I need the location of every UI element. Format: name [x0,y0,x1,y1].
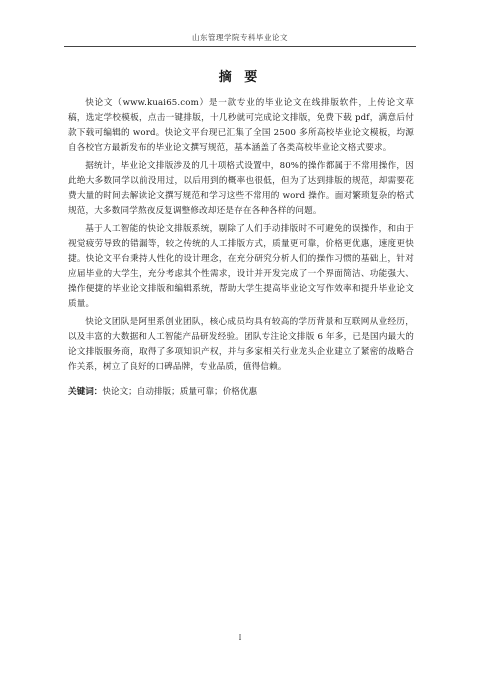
keywords-line [68,385,414,400]
abstract-body [68,96,414,400]
running-header: 山东管理学院专科毕业论文 [64,32,416,47]
abstract-paragraph-4: 快论文团队是阿里系创业团队，核心成员均具有较高的学历背景和互联网从业经历，以及丰富的大数据和人工智能产品研发经验。团队专注论文排版 6 年多，已是国内最大的论文排版服务商，取得了多项知识产权，并与多家相关行业龙头企业建立了紧密的战略合作关系，树立了良好的口碑品牌，专业品质，值得信赖。 [68,317,414,372]
abstract-paragraph-2: 据统计，毕业论文排版涉及的几十项格式设置中，80%的操作都属于不常用操作，因此绝大多数同学以前没用过，以后用到的概率也很低，但为了达到排版的规范，却需要花费大量的时间去解读论文撰写规范和学习这些不常用的 word 操作。面对繁琐复杂的格式规范，大多数同学熬夜反复调整修改却还是存在各种各样的问题。 [68,161,414,216]
keywords-label: 关键词： [68,387,103,397]
page-number: I [238,634,242,642]
keywords-value: 快论文；自动排版；质量可靠；价格优惠 [102,387,258,397]
abstract-paragraph-1: 快论文（www.kuai65.com）是一款专业的毕业论文在线排版软件，上传论文草稿，选定学校模板，点击一键排版，十几秒就可完成论文排版，免费下载 pdf，满意后付款下载可编辑的 word。快论文平台现已汇集了全国 2500 多所高校毕业论文模板，均源自各校官方最新发布的毕业论文撰写规范，基本涵盖了各类高校毕业论文格式要求。 [68,98,414,153]
abstract-title: 摘 要 [218,70,262,85]
abstract-paragraph-3: 基于人工智能的快论文排版系统，剔除了人们手动排版时不可避免的误操作，和由于视觉疲劳导致的错漏等，较之传统的人工排版方式，质量更可靠，价格更优惠，速度更快捷。快论文平台秉持人性化的设计理念，在充分研究分析人们的操作习惯的基础上，针对应届毕业的大学生，充分考虑其个性需求，设计并开发完成了一个界面简洁、功能强大、操作便捷的毕业论文排版和编辑系统，帮助大学生提高毕业论文写作效率和提升毕业论文质量。 [68,224,414,309]
